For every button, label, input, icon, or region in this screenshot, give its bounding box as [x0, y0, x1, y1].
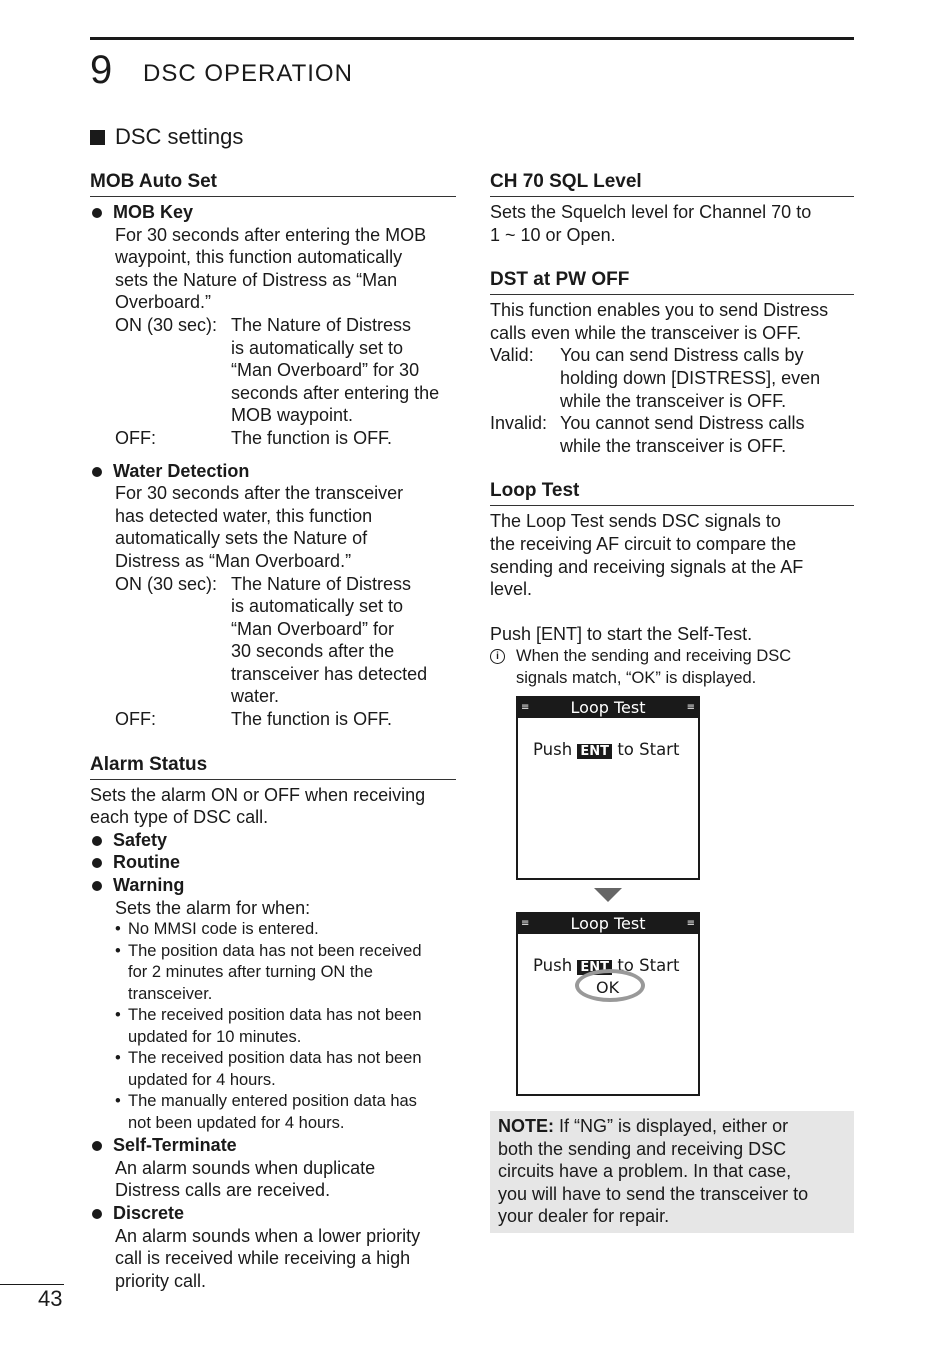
page-rule: [0, 1284, 64, 1285]
left-column: [90, 170, 456, 1292]
text-line: each type of DSC call.: [90, 807, 269, 828]
ok-result: OK: [596, 978, 620, 997]
text-line: updated for 10 minutes.: [128, 1027, 302, 1046]
bullet-icon: [92, 208, 102, 218]
text-line: waypoint, this function automatically: [115, 247, 403, 268]
text-line: is automatically set to: [231, 596, 404, 617]
safety-item: [90, 829, 456, 852]
list-item: • The manually entered position data has not been updated for 4 hours.: [115, 1091, 456, 1134]
text-line: 30 seconds after the: [231, 641, 395, 662]
text-line: The received position data has not been: [128, 1006, 422, 1025]
menu-icon: ≡: [521, 702, 530, 713]
water-detection-body: [115, 482, 456, 731]
self-terminate-body: [115, 1157, 456, 1202]
text-line: No MMSI code is entered.: [128, 920, 319, 939]
list-item: • The position data has not been received for 2 minutes after turning ON the transceiver.: [115, 941, 456, 1006]
text-line: An alarm sounds when duplicate: [115, 1157, 376, 1178]
chapter-title: DSC OPERATION: [143, 60, 353, 87]
self-terminate-label: Self-Terminate: [113, 1135, 237, 1156]
mob-key-body: [115, 224, 456, 450]
text-line: When the sending and receiving DSC: [516, 647, 792, 666]
text-line: seconds after entering the: [231, 382, 440, 403]
text-line: The manually entered position data has: [128, 1092, 417, 1111]
text-line: has detected water, this function: [115, 505, 373, 526]
option-value: The function is OFF.: [231, 427, 393, 448]
text-line: Sets the Squelch level for Channel 70 to: [490, 202, 812, 222]
text-line: you will have to send the transceiver to: [498, 1183, 809, 1204]
text-line: transceiver has detected: [231, 663, 428, 684]
option-key: OFF:: [115, 709, 156, 730]
alarm-status-heading: Alarm Status: [90, 753, 456, 780]
list-item: • The received position data has not been updated for 4 hours.: [115, 1048, 456, 1091]
loop-test-screen-after: [516, 912, 700, 1096]
screen-push-text: Push: [533, 956, 573, 975]
menu-icon: ≡: [686, 918, 695, 929]
text-line: sending and receiving signals at the AF: [490, 556, 804, 577]
screen-start-text: to Start: [617, 740, 680, 759]
dst-heading: DST at PW OFF: [490, 268, 854, 295]
warning-list: [115, 919, 456, 1134]
push-instruction: Push [ENT] to start the Self-Test.: [490, 623, 753, 644]
text-line: Sets the alarm ON or OFF when receiving: [90, 784, 426, 805]
text-line: water.: [231, 686, 280, 707]
dst-valid-row: [490, 344, 854, 412]
right-column: [490, 170, 854, 689]
ent-key-label: ENT: [577, 744, 612, 759]
loop-test-heading: Loop Test: [490, 479, 854, 506]
text-line: MOB waypoint.: [231, 405, 354, 426]
text-line: both the sending and receiving DSC: [498, 1138, 787, 1159]
text-line: signals match, “OK” is displayed.: [516, 669, 757, 688]
warning-label: Warning: [113, 875, 185, 896]
text-line: An alarm sounds when a lower priority: [115, 1225, 421, 1246]
info-circle-icon: i: [490, 649, 505, 664]
note-box: [490, 1111, 854, 1233]
discrete-body: [115, 1225, 456, 1293]
text-line: You can send Distress calls by: [560, 345, 804, 366]
mob-key-item: [90, 201, 456, 224]
text-line: sets the Nature of Distress as “Man: [115, 269, 398, 290]
text-line: This function enables you to send Distress: [490, 300, 829, 321]
text-line: The Nature of Distress: [231, 314, 412, 335]
text-line: while the transceiver is OFF.: [560, 435, 787, 456]
ent-key-label: ENT: [577, 960, 612, 975]
screen-title-bar: [518, 914, 698, 934]
screen-title: Loop Test: [570, 698, 646, 717]
routine-label: Routine: [113, 852, 180, 873]
note-label: NOTE:: [498, 1116, 554, 1136]
screen-start-text: to Start: [617, 956, 680, 975]
text-line: automatically sets the Nature of: [115, 528, 368, 549]
screen-title-bar: [518, 698, 698, 718]
option-value: The function is OFF.: [231, 709, 393, 730]
down-arrow-icon: [594, 888, 622, 902]
discrete-label: Discrete: [113, 1203, 185, 1223]
text-line: priority call.: [115, 1270, 207, 1291]
loop-test-screen-before: [516, 696, 700, 880]
dst-invalid-row: [490, 412, 854, 457]
bullet-icon: [92, 881, 102, 891]
water-off-row: [115, 708, 456, 731]
text-line: The received position data has not been: [128, 1049, 422, 1068]
text-line: transceiver.: [128, 984, 213, 1003]
text-line: You cannot send Distress calls: [560, 413, 805, 434]
text-line: “Man Overboard” for: [231, 618, 395, 639]
water-detection-label: Water Detection: [113, 460, 250, 481]
bullet-icon: [92, 858, 102, 868]
note-text: If “NG” is displayed, either or: [554, 1116, 789, 1136]
text-line: Sets the alarm for when:: [115, 897, 311, 918]
menu-icon: ≡: [686, 702, 695, 713]
text-line: For 30 seconds after the transceiver: [115, 483, 404, 504]
option-key: Invalid:: [490, 413, 548, 434]
text-line: Overboard.”: [115, 292, 212, 313]
ch70-heading: CH 70 SQL Level: [490, 170, 854, 197]
text-line: call is received while receiving a high: [115, 1248, 411, 1269]
discrete-item: [90, 1202, 456, 1225]
text-line: calls even while the transceiver is OFF.: [490, 322, 802, 343]
text-line: the receiving AF circuit to compare the: [490, 533, 797, 554]
text-line: circuits have a problem. In that case,: [498, 1161, 792, 1182]
bullet-icon: [92, 1141, 102, 1151]
option-key: OFF:: [115, 427, 156, 448]
bullet-icon: [92, 467, 102, 477]
text-line: holding down [DISTRESS], even: [560, 367, 821, 388]
bullet-icon: [92, 1209, 102, 1219]
safety-label: Safety: [113, 829, 168, 850]
water-on-row: [115, 573, 456, 709]
routine-item: [90, 851, 456, 874]
option-value: [560, 344, 854, 412]
text-line: while the transceiver is OFF.: [560, 390, 787, 411]
mob-auto-set-heading: MOB Auto Set: [90, 170, 456, 197]
text-line: “Man Overboard” for 30: [231, 360, 420, 381]
screen-push-text: Push: [533, 740, 573, 759]
text-line: 1 ~ 10 or Open.: [490, 224, 616, 245]
option-value: [560, 412, 854, 457]
water-detection-item: [90, 460, 456, 483]
section-title: DSC settings: [115, 124, 244, 149]
option-key: ON (30 sec):: [115, 314, 218, 335]
option-value: [231, 314, 456, 427]
option-key: Valid:: [490, 345, 534, 366]
page-number: 43: [38, 1286, 63, 1311]
loop-test-info: [490, 645, 854, 689]
mob-on-row: [115, 314, 456, 427]
warning-item: [90, 874, 456, 897]
text-line: not been updated for 4 hours.: [128, 1113, 345, 1132]
chapter-number: 9: [90, 48, 113, 92]
list-item: • The received position data has not been updated for 10 minutes.: [115, 1005, 456, 1048]
text-line: for 2 minutes after turning ON the: [128, 963, 373, 982]
text-line: The Nature of Distress: [231, 573, 412, 594]
warning-body: [115, 897, 456, 1135]
mob-off-row: [115, 427, 456, 450]
top-rule: [90, 37, 854, 40]
text-line: your dealer for repair.: [498, 1206, 670, 1227]
text-line: The position data has not been received: [128, 941, 422, 960]
option-key: ON (30 sec):: [115, 573, 218, 594]
text-line: Distress as “Man Overboard.”: [115, 550, 352, 571]
menu-icon: ≡: [521, 918, 530, 929]
text-line: is automatically set to: [231, 337, 404, 358]
screen-title: Loop Test: [570, 914, 646, 933]
text-line: For 30 seconds after entering the MOB: [115, 224, 427, 245]
text-line: The Loop Test sends DSC signals to: [490, 511, 781, 532]
text-line: Distress calls are received.: [115, 1180, 331, 1201]
square-bullet-icon: [90, 130, 105, 145]
option-value: [231, 573, 456, 709]
mob-key-label: MOB Key: [113, 202, 194, 222]
bullet-icon: [92, 836, 102, 846]
text-line: updated for 4 hours.: [128, 1070, 276, 1089]
self-terminate-item: [90, 1134, 456, 1157]
section-heading: [90, 122, 243, 152]
screen-message: [533, 740, 679, 759]
text-line: level.: [490, 579, 533, 600]
list-item: • No MMSI code is entered.: [115, 919, 456, 941]
